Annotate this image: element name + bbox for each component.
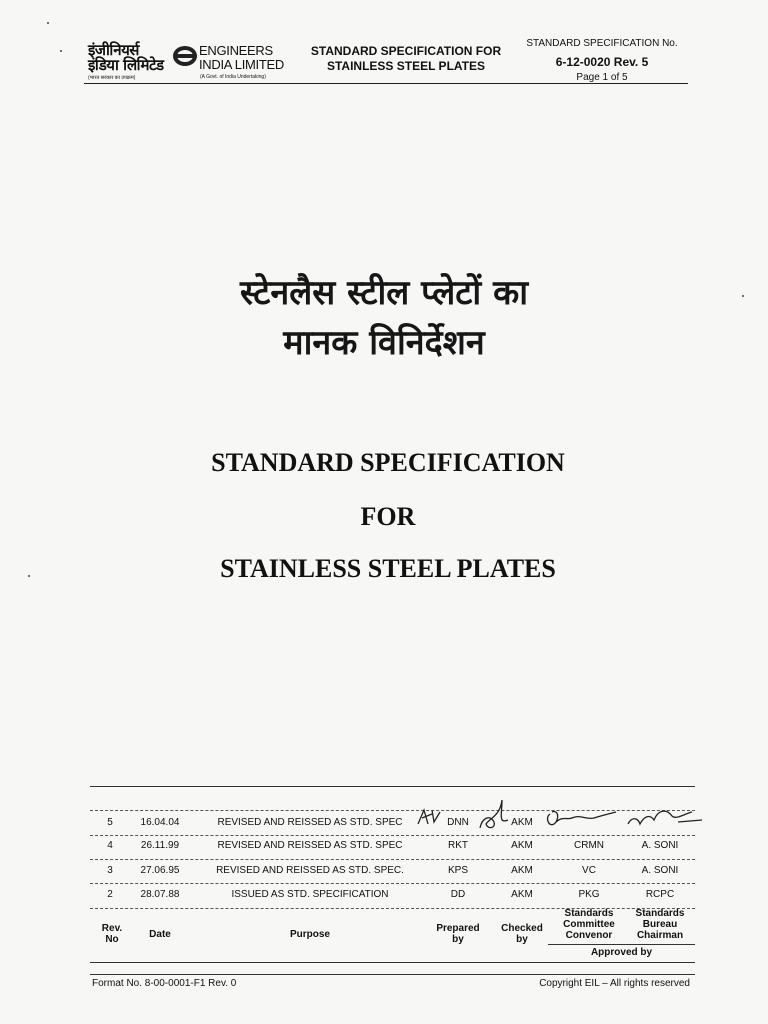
col-header-date: Date	[149, 929, 171, 940]
document-title-line2: FOR	[360, 502, 416, 531]
convenor: VC	[582, 865, 596, 876]
prepared-by: RKT	[448, 840, 468, 851]
spec-number: 6-12-0020 Rev. 5	[555, 55, 649, 69]
col-header-rev: Rev. No	[101, 923, 123, 945]
chairman: A. SONI	[641, 840, 679, 851]
chairman: A. SONI	[641, 865, 679, 876]
rev-no: 5	[107, 817, 113, 828]
rev-date: 28.07.88	[140, 889, 180, 900]
logo-english-tagline: (A Govt. of India Undertaking)	[200, 74, 266, 80]
document-title-line1: STANDARD SPECIFICATION	[211, 448, 565, 477]
table-rule	[90, 962, 695, 963]
hindi-title-line1: स्टेनलैस स्टील प्लेटों का	[240, 273, 528, 313]
table-rule	[90, 974, 695, 975]
signatures-drawing	[410, 800, 710, 836]
checked-by: AKM	[511, 889, 533, 900]
header-title-line2: STAINLESS STEEL PLATES	[326, 59, 486, 73]
rev-purpose: REVISED AND REISSED AS STD. SPEC	[217, 840, 403, 851]
rev-no: 4	[107, 840, 113, 851]
col-header-convenor: Standards Committee Convenor	[563, 908, 615, 941]
copyright-notice: Copyright EIL – All rights reserved	[539, 978, 690, 989]
rev-date: 16.04.04	[140, 817, 180, 828]
logo-hindi-tagline: (भारत सरकार का उपक्रम)	[88, 75, 136, 81]
logo-en-line1: ENGINEERS	[199, 43, 273, 58]
table-rule	[90, 786, 695, 787]
col-header-approved: Approved by	[590, 947, 653, 958]
logo-hindi-line2: इंडिया लिमिटेड	[88, 56, 164, 74]
scan-speck	[60, 50, 62, 52]
rev-date: 26.11.99	[140, 840, 180, 851]
chairman: RCPC	[645, 889, 675, 900]
scan-speck	[47, 22, 49, 24]
prepared-by: DNN	[447, 817, 469, 828]
col-header-prepared: Prepared by	[436, 923, 480, 945]
rev-no: 2	[107, 889, 113, 900]
rev-purpose: ISSUED AS STD. SPECIFICATION	[231, 889, 389, 900]
header-title-line1: STANDARD SPECIFICATION FOR	[310, 44, 502, 58]
rev-purpose: REVISED AND REISSED AS STD. SPEC	[217, 817, 403, 828]
format-number: Format No. 8-00-0001-F1 Rev. 0	[92, 978, 237, 989]
prepared-by: DD	[450, 889, 466, 900]
col-header-checked: Checked by	[501, 923, 543, 945]
checked-by: AKM	[511, 817, 533, 828]
header-title	[296, 44, 516, 74]
checked-by: AKM	[511, 865, 533, 876]
rev-date: 27.06.95	[140, 865, 180, 876]
prepared-by: KPS	[447, 865, 468, 876]
logo-english-text	[199, 44, 284, 72]
logo-en-line2: INDIA LIMITED	[199, 57, 284, 72]
eil-emblem-icon	[172, 45, 198, 67]
convenor: PKG	[578, 889, 600, 900]
spec-number-label: STANDARD SPECIFICATION No.	[526, 38, 678, 49]
table-rule	[90, 883, 695, 884]
logo-hindi-line1: इंजीनियर्स	[88, 41, 139, 59]
header-rule	[84, 83, 688, 84]
approved-rule	[548, 944, 695, 945]
page-number: Page 1 of 5	[576, 72, 628, 83]
document-title-line3: STAINLESS STEEL PLATES	[220, 554, 556, 583]
checked-by: AKM	[511, 840, 533, 851]
col-header-chairman: Standards Bureau Chairman	[635, 908, 685, 941]
hindi-title-line2: मानक विनिर्देशन	[283, 323, 485, 363]
col-header-purpose: Purpose	[289, 929, 330, 940]
rev-purpose: REVISED AND REISSED AS STD. SPEC.	[216, 865, 404, 876]
convenor: CRMN	[574, 840, 604, 851]
rev-no: 3	[107, 865, 113, 876]
table-rule	[90, 859, 695, 860]
